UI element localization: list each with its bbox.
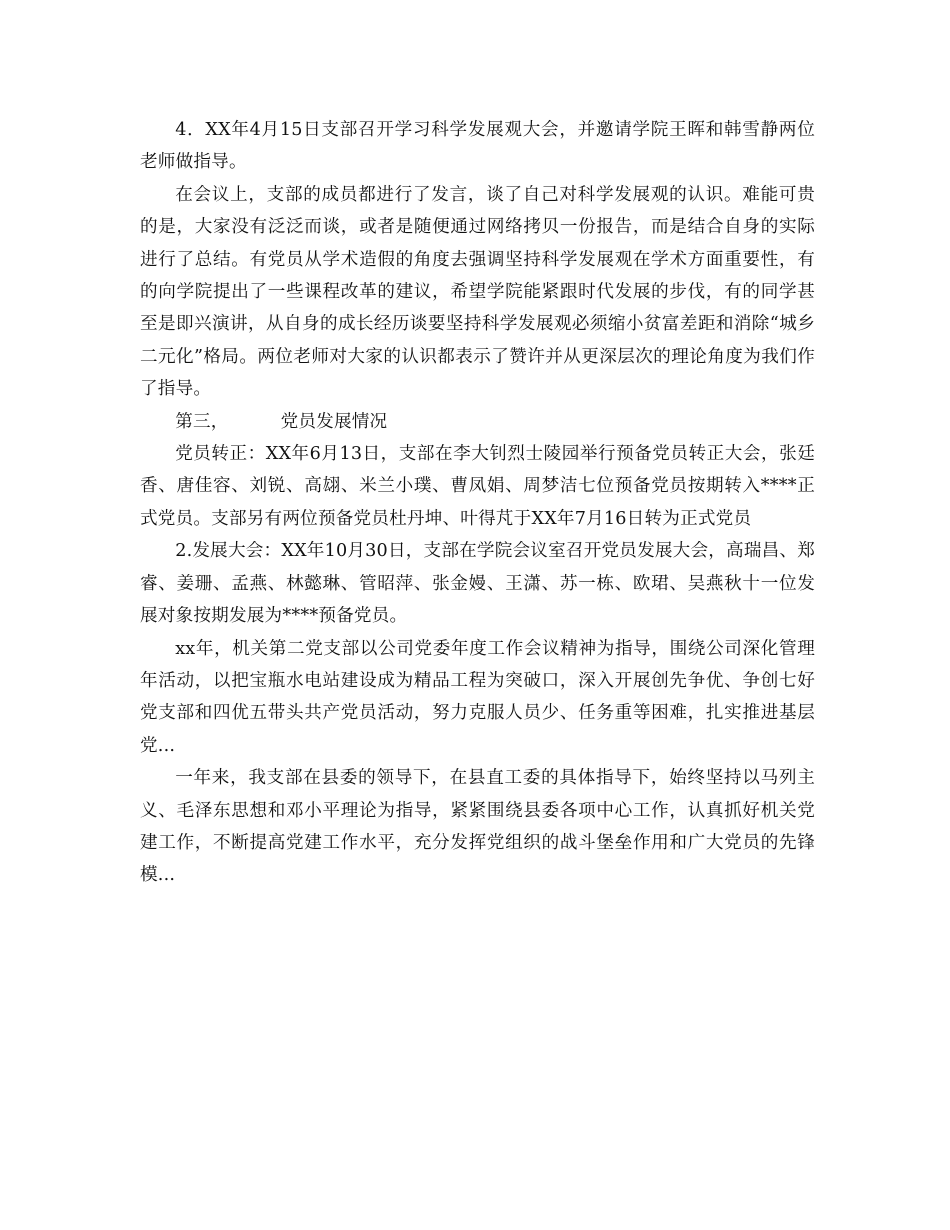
paragraph-development-meeting: 2.发展大会：XX年10月30日，支部在学院会议室召开党员发展大会，高瑞昌、郑睿、姜珊、孟燕、林懿琳、管昭萍、张金嫚、王潇、苏一栋、欧珺、吴燕秋十一位发展对象按期发展为****预备党员。 xyxy=(140,541,816,627)
paragraph-second-branch-summary: xx年，机关第二党支部以公司党委年度工作会议精神为指导，围绕公司深化管理年活动，以把宝瓶水电站建设成为精品工程为突破口，深入开展创先争优、争创七好党支部和四优五带头共产党员活动，努力克服人员少、任务重等困难，扎实推进基层党... xyxy=(140,638,815,756)
document-body xyxy=(140,114,815,892)
section-heading-third xyxy=(140,406,815,438)
section-title: 党员发展情况 xyxy=(280,411,388,432)
paragraph-year-summary: 一年来，我支部在县委的领导下，在县直工委的具体指导下，始终坚持以马列主义、毛泽东思想和邓小平理论为指导，紧紧围绕县委各项中心工作，认真抓好机关党建工作，不断提高党建工作水平，充分发挥党组织的战斗堡垒作用和广大党员的先锋模... xyxy=(140,768,815,886)
paragraph-member-confirmation: 党员转正：XX年6月13日，支部在李大钊烈士陵园举行预备党员转正大会，张廷香、唐佳容、刘锐、高翃、米兰小璞、曹凤娟、周梦洁七位预备党员按期转入****正式党员。支部另有两位预备党员杜丹坤、叶得芃于XX年7月16日转为正式党员 xyxy=(140,444,815,529)
section-number: 第三， xyxy=(175,411,229,432)
paragraph-meeting-speeches: 在会议上，支部的成员都进行了发言，谈了自己对科学发展观的认识。难能可贵的是，大家没有泛泛而谈，或者是随便通过网络拷贝一份报告，而是结合自身的实际进行了总结。有党员从学术造假的角度去强调坚持科学发展观在学术方面重要性，有的向学院提出了一些课程改革的建议，希望学院能紧跟时代发展的步伐，有的同学甚至是即兴演讲，从自身的成长经历谈要坚持科学发展观必须缩小贫富差距和消除“城乡二元化”格局。两位老师对大家的认识都表示了赞许并从更深层次的理论角度为我们作了指导。 xyxy=(140,184,815,400)
paragraph-item-4-meeting: 4．XX年4月15日支部召开学习科学发展观大会，并邀请学院王晖和韩雪静两位老师做指导。 xyxy=(140,120,815,173)
